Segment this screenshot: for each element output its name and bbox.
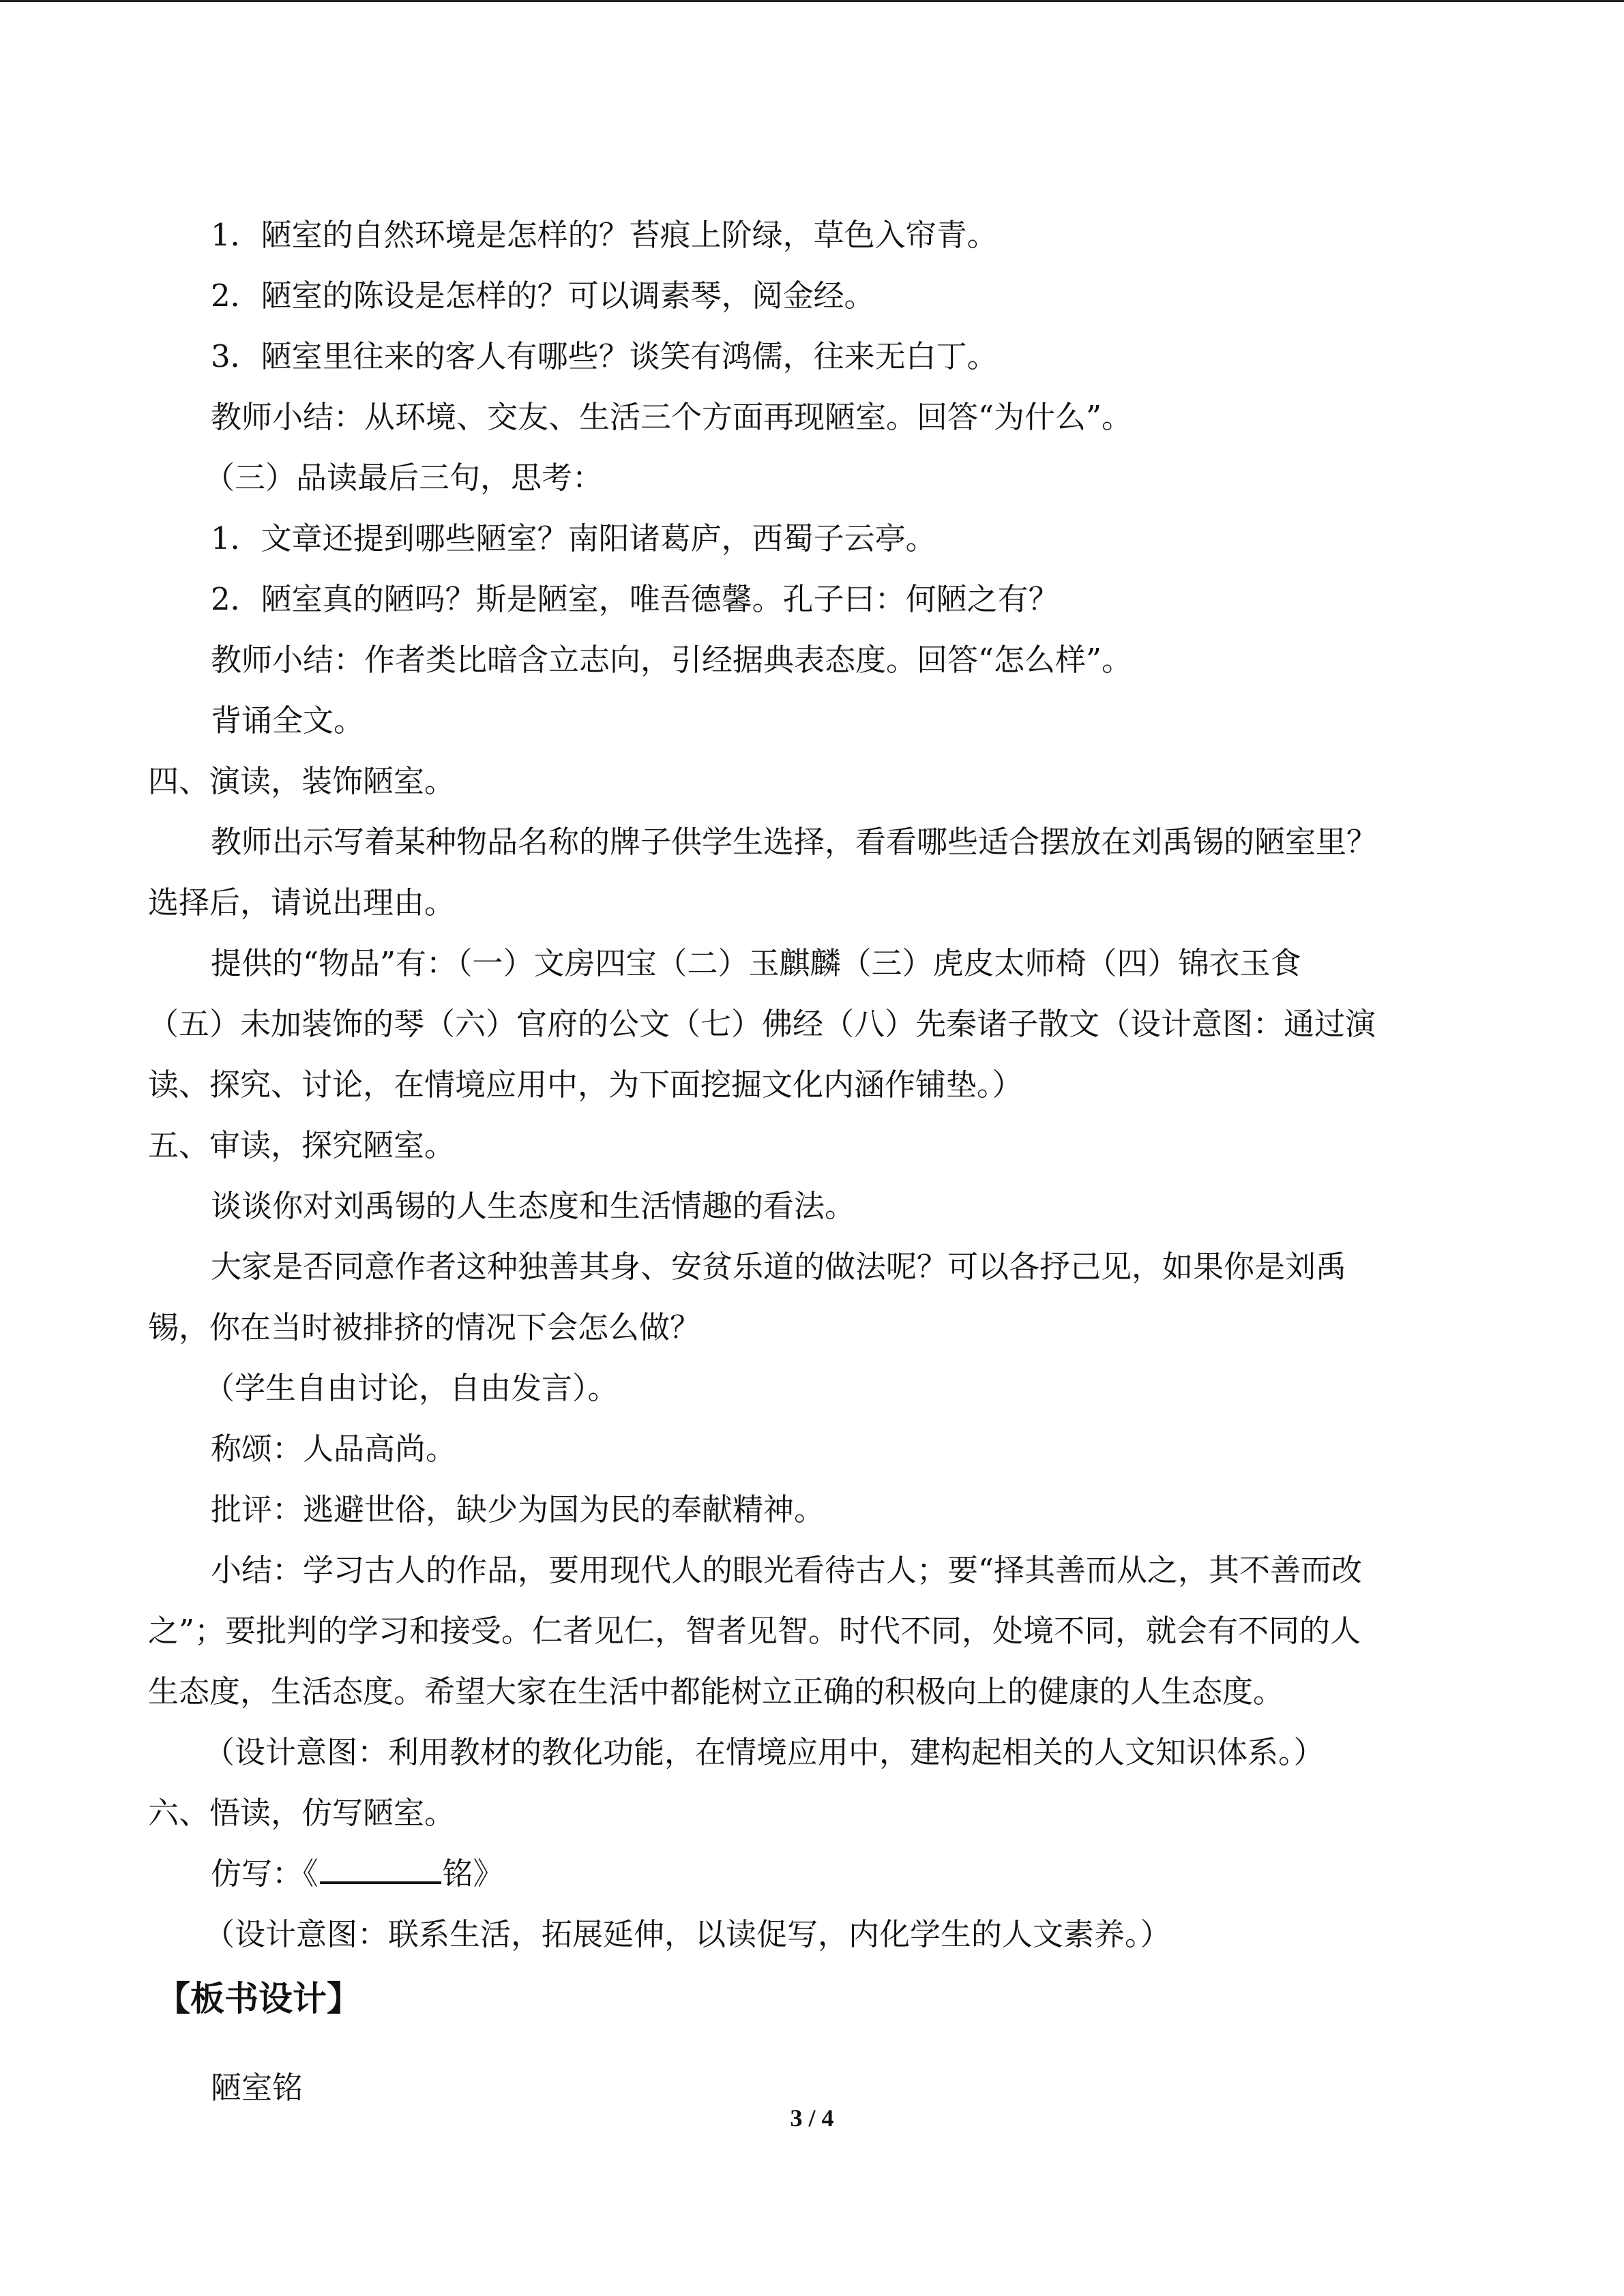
spacer	[148, 2033, 1461, 2057]
paragraph-line: 教师出示写着某种物品名称的牌子供学生选择，看看哪些适合摆放在刘禹锡的陋室里？	[211, 824, 1378, 860]
paragraph-line: 小结：学习古人的作品，要用现代人的眼光看待古人；要“择其善而从之，其不善而改	[211, 1552, 1363, 1588]
paragraph-line: 读、探究、讨论，在情境应用中，为下面挖掘文化内涵作铺垫。）	[148, 1067, 1023, 1103]
question-line: 2．陋室的陈设是怎样的？可以调素琴，阅金经。	[211, 278, 875, 314]
step-heading: 四、演读，装饰陋室。	[148, 763, 456, 799]
paragraph-line: 之”；要批判的学习和接受。仁者见仁，智者见智。时代不同，处境不同，就会有不同的人	[148, 1613, 1361, 1649]
paragraph-line: 称颂：人品高尚。	[211, 1431, 457, 1467]
design-intent-note: （设计意图：联系生活，拓展延伸，以读促写，内化学生的人文素养。）	[204, 1916, 1171, 1952]
fill-in-blank	[320, 1854, 441, 1884]
paragraph-line: 生态度，生活态度。希望大家在生活中都能树立正确的积极向上的健康的人生态度。	[148, 1673, 1284, 1710]
paragraph-line: 提供的“物品”有：（一）文房四宝（二）玉麒麟（三）虎皮太师椅（四）锦衣玉食	[211, 945, 1301, 981]
imitation-suffix: 铭》	[442, 1855, 504, 1892]
design-intent-note: （设计意图：利用教材的教化功能，在情境应用中，建构起相关的人文知识体系。）	[204, 1734, 1325, 1770]
question-line: 2．陋室真的陋吗？斯是陋室，唯吾德馨。孔子曰：何陋之有？	[211, 581, 1059, 617]
imitation-prefix: 仿写：《	[211, 1855, 319, 1892]
step-heading: 五、审读，探究陋室。	[148, 1127, 456, 1163]
paragraph-line: 锡，你在当时被排挤的情况下会怎么做？	[148, 1309, 701, 1345]
question-line: 1．文章还提到哪些陋室？南阳诸葛庐，西蜀子云亭。	[211, 520, 936, 556]
top-border	[0, 0, 1624, 2]
teacher-summary: 教师小结：作者类比暗含立志向，引经据典表态度。回答“怎么样”。	[211, 642, 1133, 678]
section-heading: 【板书设计】	[156, 1979, 361, 2018]
paragraph-line: 背诵全文。	[211, 702, 365, 739]
question-line: 3．陋室里往来的客人有哪些？谈笑有鸿儒，往来无白丁。	[211, 338, 998, 374]
step-heading: 六、悟读，仿写陋室。	[148, 1795, 456, 1831]
paragraph-line: （学生自由讨论，自由发言）。	[204, 1370, 619, 1406]
paragraph-line: （五）未加装饰的琴（六）官府的公文（七）佛经（八）先秦诸子散文（设计意图：通过演	[148, 1006, 1376, 1042]
paragraph-line: 大家是否同意作者这种独善其身、安贫乐道的做法呢？可以各抒己见，如果你是刘禹	[211, 1249, 1347, 1285]
question-line: 1．陋室的自然环境是怎样的？苔痕上阶绿，草色入帘青。	[211, 217, 998, 253]
paragraph-line: 谈谈你对刘禹锡的人生态度和生活情趣的看法。	[211, 1188, 856, 1224]
page-number: 3 / 4	[790, 2104, 834, 2132]
board-title: 陋室铭	[211, 2070, 304, 2106]
sub-heading: （三）品读最后三句，思考：	[204, 460, 604, 496]
document-body	[148, 205, 1461, 2118]
imitation-writing-line	[148, 1843, 1461, 1904]
paragraph-line: 选择后，请说出理由。	[148, 884, 456, 921]
teacher-summary: 教师小结：从环境、交友、生活三个方面再现陋室。回答“为什么”。	[211, 399, 1133, 435]
paragraph-line: 批评：逃避世俗，缺少为国为民的奉献精神。	[211, 1491, 825, 1527]
